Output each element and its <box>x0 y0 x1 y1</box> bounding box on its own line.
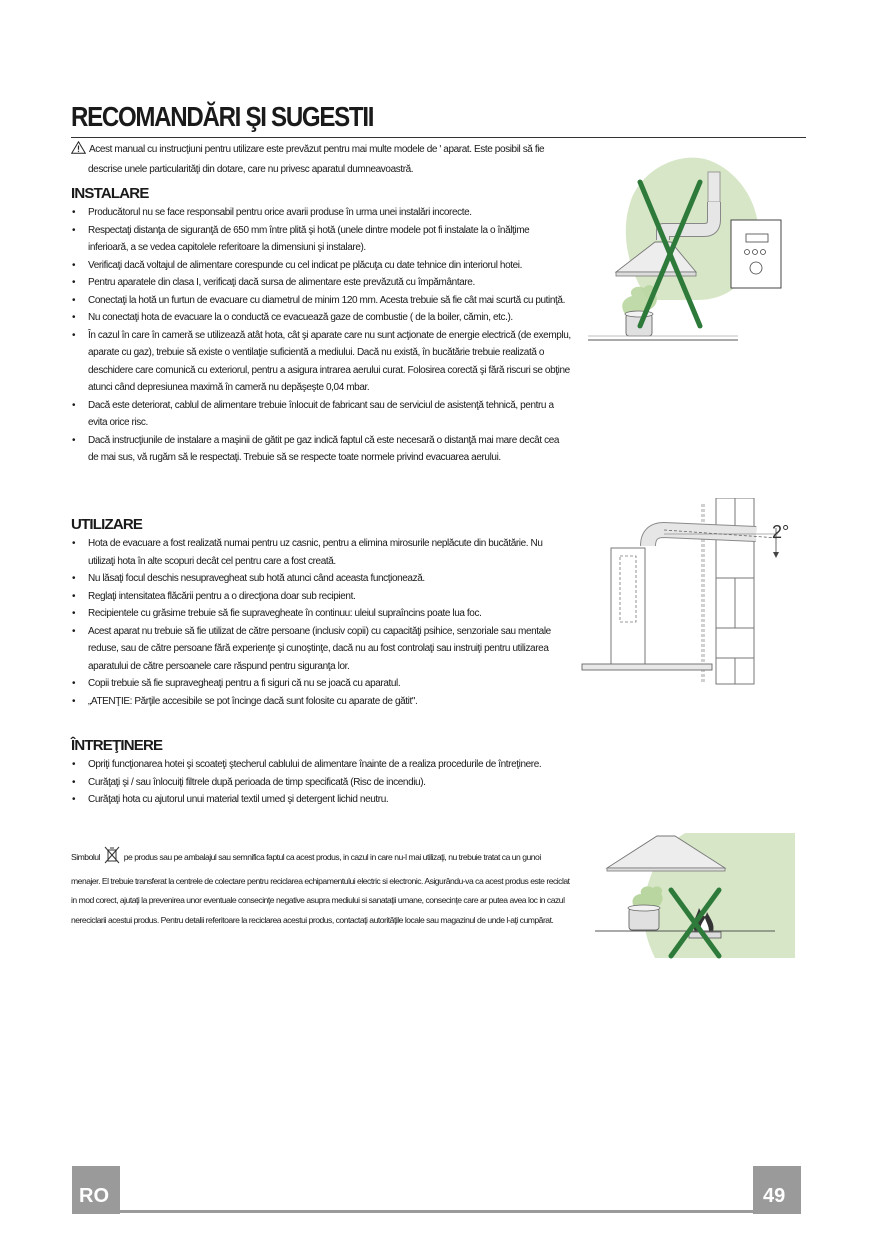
section-heading-instalare: INSTALARE <box>71 185 149 202</box>
list-item: • Dacă instrucţiunile de instalare a maşinii de gătit pe gaz indică faptul că este necesară o distanţă mai mare decât cea de mai sus, vă rugăm să le respectaţi. Trebuie să se respecte toate normele privind evacuarea aerului. <box>71 432 571 467</box>
utilizare-list <box>71 535 571 710</box>
list-item: • Acest aparat nu trebuie să fie utilizat de către persoane (inclusiv copii) cu capacităţi psihice, senzoriale sau mentale reduse, sau de către persoane fără experienţe şi cunoştinţe, dacă nu au fost controlaţi sau instruiţi pentru utilizarea aparatului de către persoanele care răspund pentru siguranţa lor. <box>71 623 571 676</box>
list-item: • Nu conectaţi hota de evacuare la o conductă ce evacuează gaze de combustie ( de la boiler, cămin, etc.). <box>71 309 571 327</box>
list-item: • Conectaţi la hotă un furtun de evacuare cu diametrul de minim 120 mm. Acesta trebuie să fie cât mai scurtă cu putinţă. <box>71 292 571 310</box>
list-item: • Respectaţi distanţa de siguranţă de 650 mm între plită şi hotă (unele dintre modele pot fi instalate la o înălţime inferioară, a se vedea capitolele referitoare la dimensiuni şi instalare). <box>71 222 571 257</box>
list-item: • Curăţaţi hota cu ajutorul unui material textil umed şi detergent lichid neutru. <box>71 791 571 809</box>
list-item: • Recipientele cu grăsime trebuie să fie supravegheate în continuu: uleiul supraîncins poate lua foc. <box>71 605 571 623</box>
weee-text: pe produs sau pe ambalajul sau semnifica faptul ca acest produs, in cazul in care nu-l mai utilizaţi, nu trebuie tratat ca un gunoi menajer. El trebuie transferat la centrele de colectare pentru reciclarea echipamentului electric si electronic. Asigurându-va ca acest produs este reciclat in mod corect, ajutaţi la prevenirea unor eventuale consecinţe negative asupra mediului si sanataţii umane, consecinţe care ar putea avea loc in cazul nereciclarii acestui produs. Pentru detalii referitoare la reciclarea acestui produs, contactaţi autorităţile locale sau magazinul de unde l-aţi cumpărat. <box>71 852 570 925</box>
open-flame-warning-illustration <box>595 828 795 963</box>
main-text-intretinere <box>71 736 571 809</box>
list-item: • „ATENŢIE: Părţile accesibile se pot încinge dacă sunt folosite cu aparate de gătit". <box>71 693 571 711</box>
instalare-list <box>71 204 571 467</box>
intretinere-list <box>71 756 571 809</box>
crossed-bin-icon <box>104 846 120 872</box>
tilt-angle-label: 2° <box>772 522 790 542</box>
section-heading-utilizare: UTILIZARE <box>71 516 143 533</box>
list-item: • Copii trebuie să fie supravegheaţi pentru a fi siguri că nu se joacă cu aparatul. <box>71 675 571 693</box>
title-divider <box>71 137 806 138</box>
footer-page-number: 49 <box>753 1166 801 1214</box>
footer-divider <box>120 1210 753 1213</box>
list-item: • Dacă este deteriorat, cablul de alimentare trebuie înlocuit de fabricant sau de serviciul de asistenţă tehnică, pentru a evita orice risc. <box>71 397 571 432</box>
section-heading-intretinere: ÎNTREŢINERE <box>71 737 163 754</box>
duct-tilt-illustration <box>578 498 798 688</box>
footer-language-badge: RO <box>72 1166 120 1214</box>
page-title: RECOMANDĂRI ŞI SUGESTII <box>71 101 374 132</box>
hood-distance-illustration <box>588 150 788 345</box>
weee-prefix: Simbolul <box>71 852 100 862</box>
list-item: • Curăţaţi şi / sau înlocuiţi filtrele după perioada de timp specificată (Risc de incendiu). <box>71 774 571 792</box>
main-text-top <box>71 141 571 467</box>
weee-disposal-notice <box>71 846 571 930</box>
list-item: • Nu lăsaţi focul deschis nesupravegheat sub hotă atunci când aceasta funcţionează. <box>71 570 571 588</box>
list-item: • Reglaţi intensitatea flăcării pentru a o direcţiona doar sub recipient. <box>71 588 571 606</box>
intro-line-1: Acest manual cu instrucţiuni pentru utilizare este prevăzut pentru mai multe modele de ' aparat. Este posibil să fie <box>89 144 545 155</box>
list-item: • Hota de evacuare a fost realizată numai pentru uz casnic, pentru a elimina mirosurile neplăcute din bucătărie. Nu utilizaţi hota în alte scopuri decât cel pentru care a fost creată. <box>71 535 571 570</box>
list-item: • Opriţi funcţionarea hotei şi scoateţi ştecherul cablului de alimentare înainte de a realiza procedurile de întreţinere. <box>71 756 571 774</box>
main-text-utilizare <box>71 515 571 710</box>
list-item: • Producătorul nu se face responsabil pentru orice avarii produse în urma unei instalări incorecte. <box>71 204 571 222</box>
intro-line-2: descrise unele particularităţi din dotare, care nu privesc aparatul dumneavoastră. <box>88 163 414 175</box>
warning-triangle-icon <box>71 141 86 161</box>
list-item: • Verificaţi dacă voltajul de alimentare corespunde cu cel indicat pe plăcuţa cu date tehnice din interiorul hotei. <box>71 257 571 275</box>
list-item: • În cazul în care în cameră se utilizează atât hota, cât şi aparate care nu sunt acţionate de energie electrică (de exemplu, aparate cu gaz), trebuie să existe o ventilaţie suficientă a mediului. Dacă nu există, în bucătărie trebuie realizată o deschidere care comunică cu exteriorul, pentru a asigura intrarea aerului curat. Folosirea corectă şi fără riscuri se obţine atunci când depresiunea maximă în cameră nu depăşeşte 0,04 mbar. <box>71 327 571 397</box>
list-item: • Pentru aparatele din clasa I, verificaţi dacă sursa de alimentare este prevăzută cu împământare. <box>71 274 571 292</box>
intro-note <box>71 141 571 161</box>
